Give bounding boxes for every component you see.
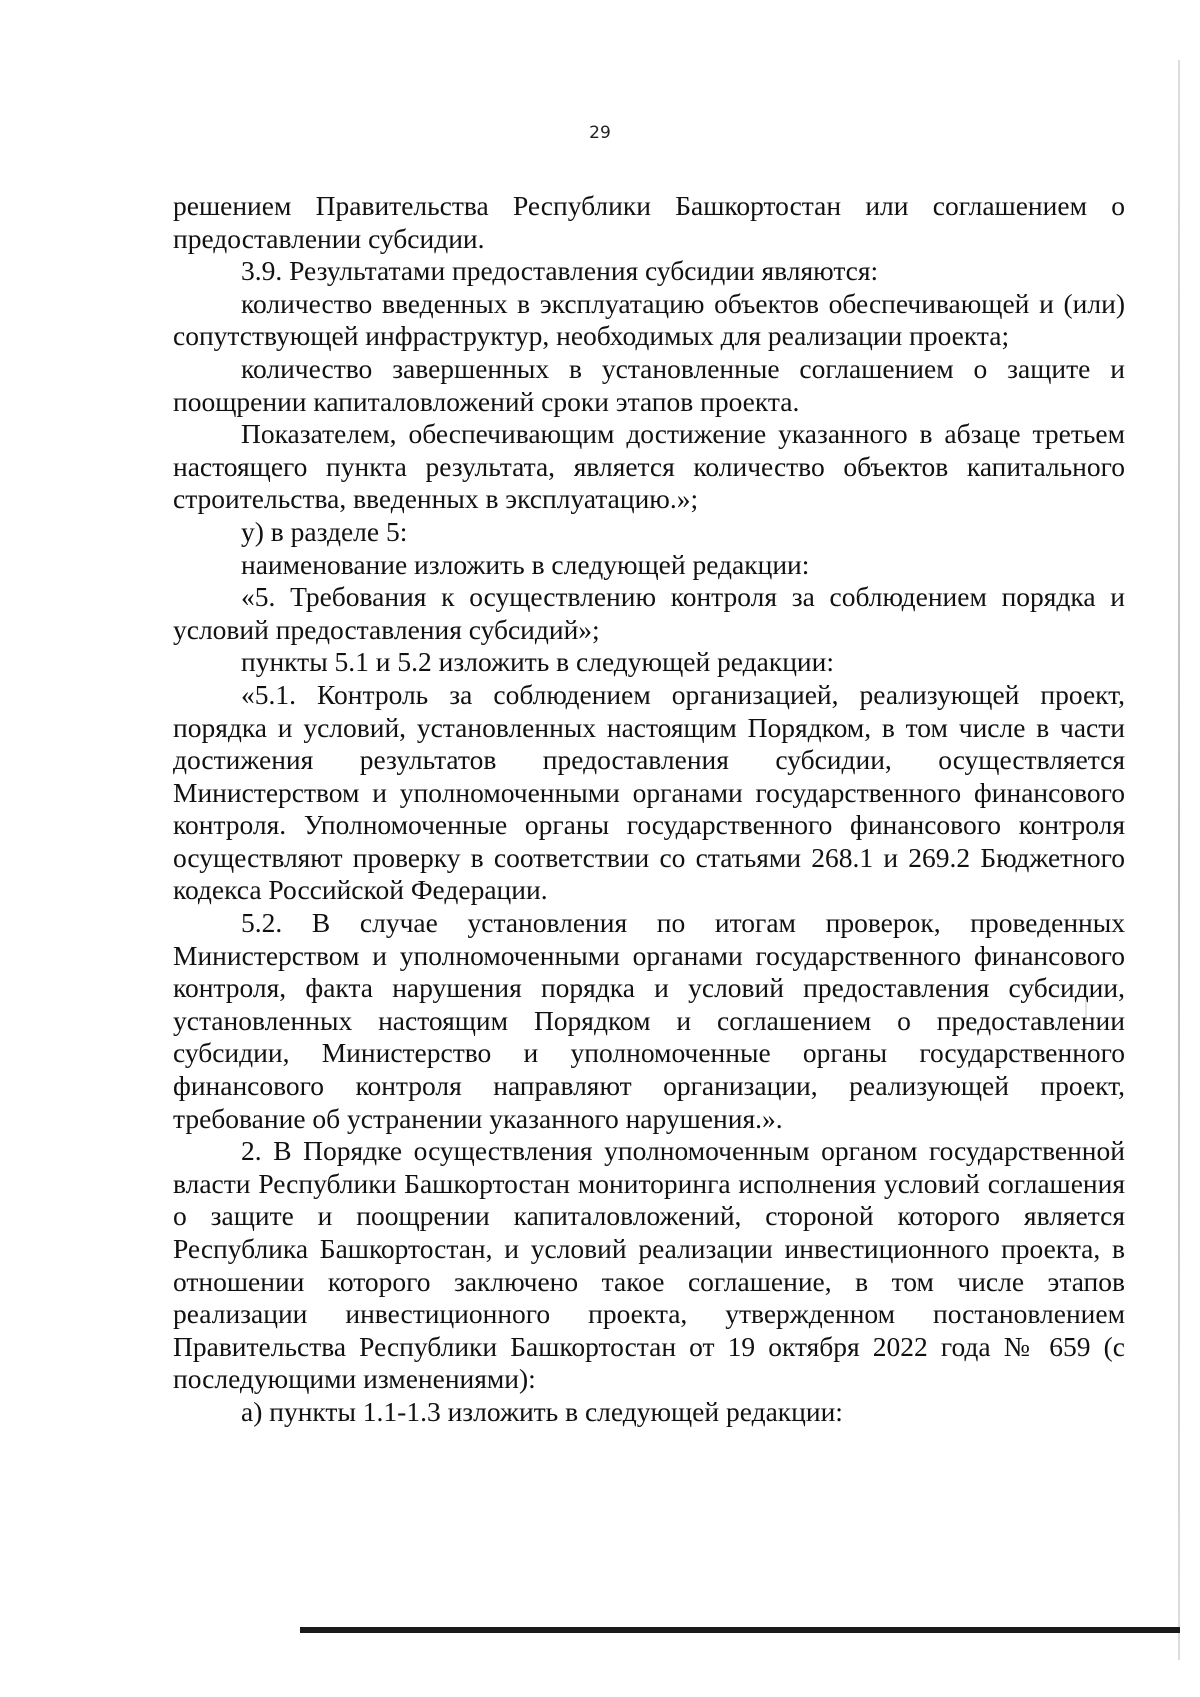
paragraph: количество завершенных в установленные соглашением о защите и поощрении капиталовложений сроки этапов проекта.: [173, 352, 1125, 417]
paragraph: «5. Требования к осуществлению контроля за соблюдением порядка и условий предоставления субсидий»;: [173, 581, 1125, 645]
page-number: 29: [589, 123, 611, 143]
paragraph: 3.9. Результатами предоставления субсидии являются:: [241, 255, 879, 287]
paragraph: решением Правительства Республики Башкортостан или соглашением о предоставлении субсидии.: [173, 190, 1125, 254]
paragraph: Показателем, обеспечивающим достижение указанного в абзаце третьем настоящего пункта результата, является количество объектов капитального строительства, введенных в эксплуатацию.»;: [173, 418, 1125, 515]
document-body: [173, 190, 1125, 1429]
paragraph: у) в разделе 5:: [241, 515, 408, 547]
paragraph: наименование изложить в следующей редакции:: [241, 548, 810, 580]
paragraph: пункты 5.1 и 5.2 изложить в следующей редакции:: [241, 646, 834, 678]
paragraph: количество введенных в эксплуатацию объектов обеспечивающей и (или) сопутствующей инфраструктур, необходимых для реализации проекта;: [173, 287, 1125, 352]
paragraph: 5.2. В случае установления по итогам проверок, проведенных Министерством и уполномоченными органами государственного финансового контроля, факта нарушения порядка и условий предоставления субсидии, установленных настоящим Порядком и соглашением о предоставлении субсидии, Министерство и уполномоченные органы государственного финансового контроля направляют организации, реализующей проект, требование об устранении указанного нарушения.».: [173, 907, 1125, 1134]
scan-bottom-line: [300, 1627, 1180, 1633]
paragraph: «5.1. Контроль за соблюдением организацией, реализующей проект, порядка и условий, установленных настоящим Порядком, в том числе в части достижения результатов предоставления субсидии, осуществляется Министерством и уполномоченными органами государственного финансового контроля. Уполномоченные органы государственного финансового контроля осуществляют проверку в соответствии со статьями 268.1 и 269.2 Бюджетного кодекса Российской Федерации.: [173, 678, 1125, 906]
scan-edge-line: [1178, 60, 1180, 1660]
paragraph: 2. В Порядке осуществления уполномоченным органом государственной власти Республики Башкортостан мониторинга исполнения условий соглашения о защите и поощрении капиталовложений, стороной которого является Республика Башкортостан, и условий реализации инвестиционного проекта, в отношении которого заключено такое соглашение, в том числе этапов реализации инвестиционного проекта, утвержденном постановлением Правительства Республики Башкортостан от 19 октября 2022 года № 659 (с последующими изменениями):: [173, 1135, 1125, 1395]
paragraph: а) пункты 1.1-1.3 изложить в следующей редакции:: [241, 1395, 843, 1427]
